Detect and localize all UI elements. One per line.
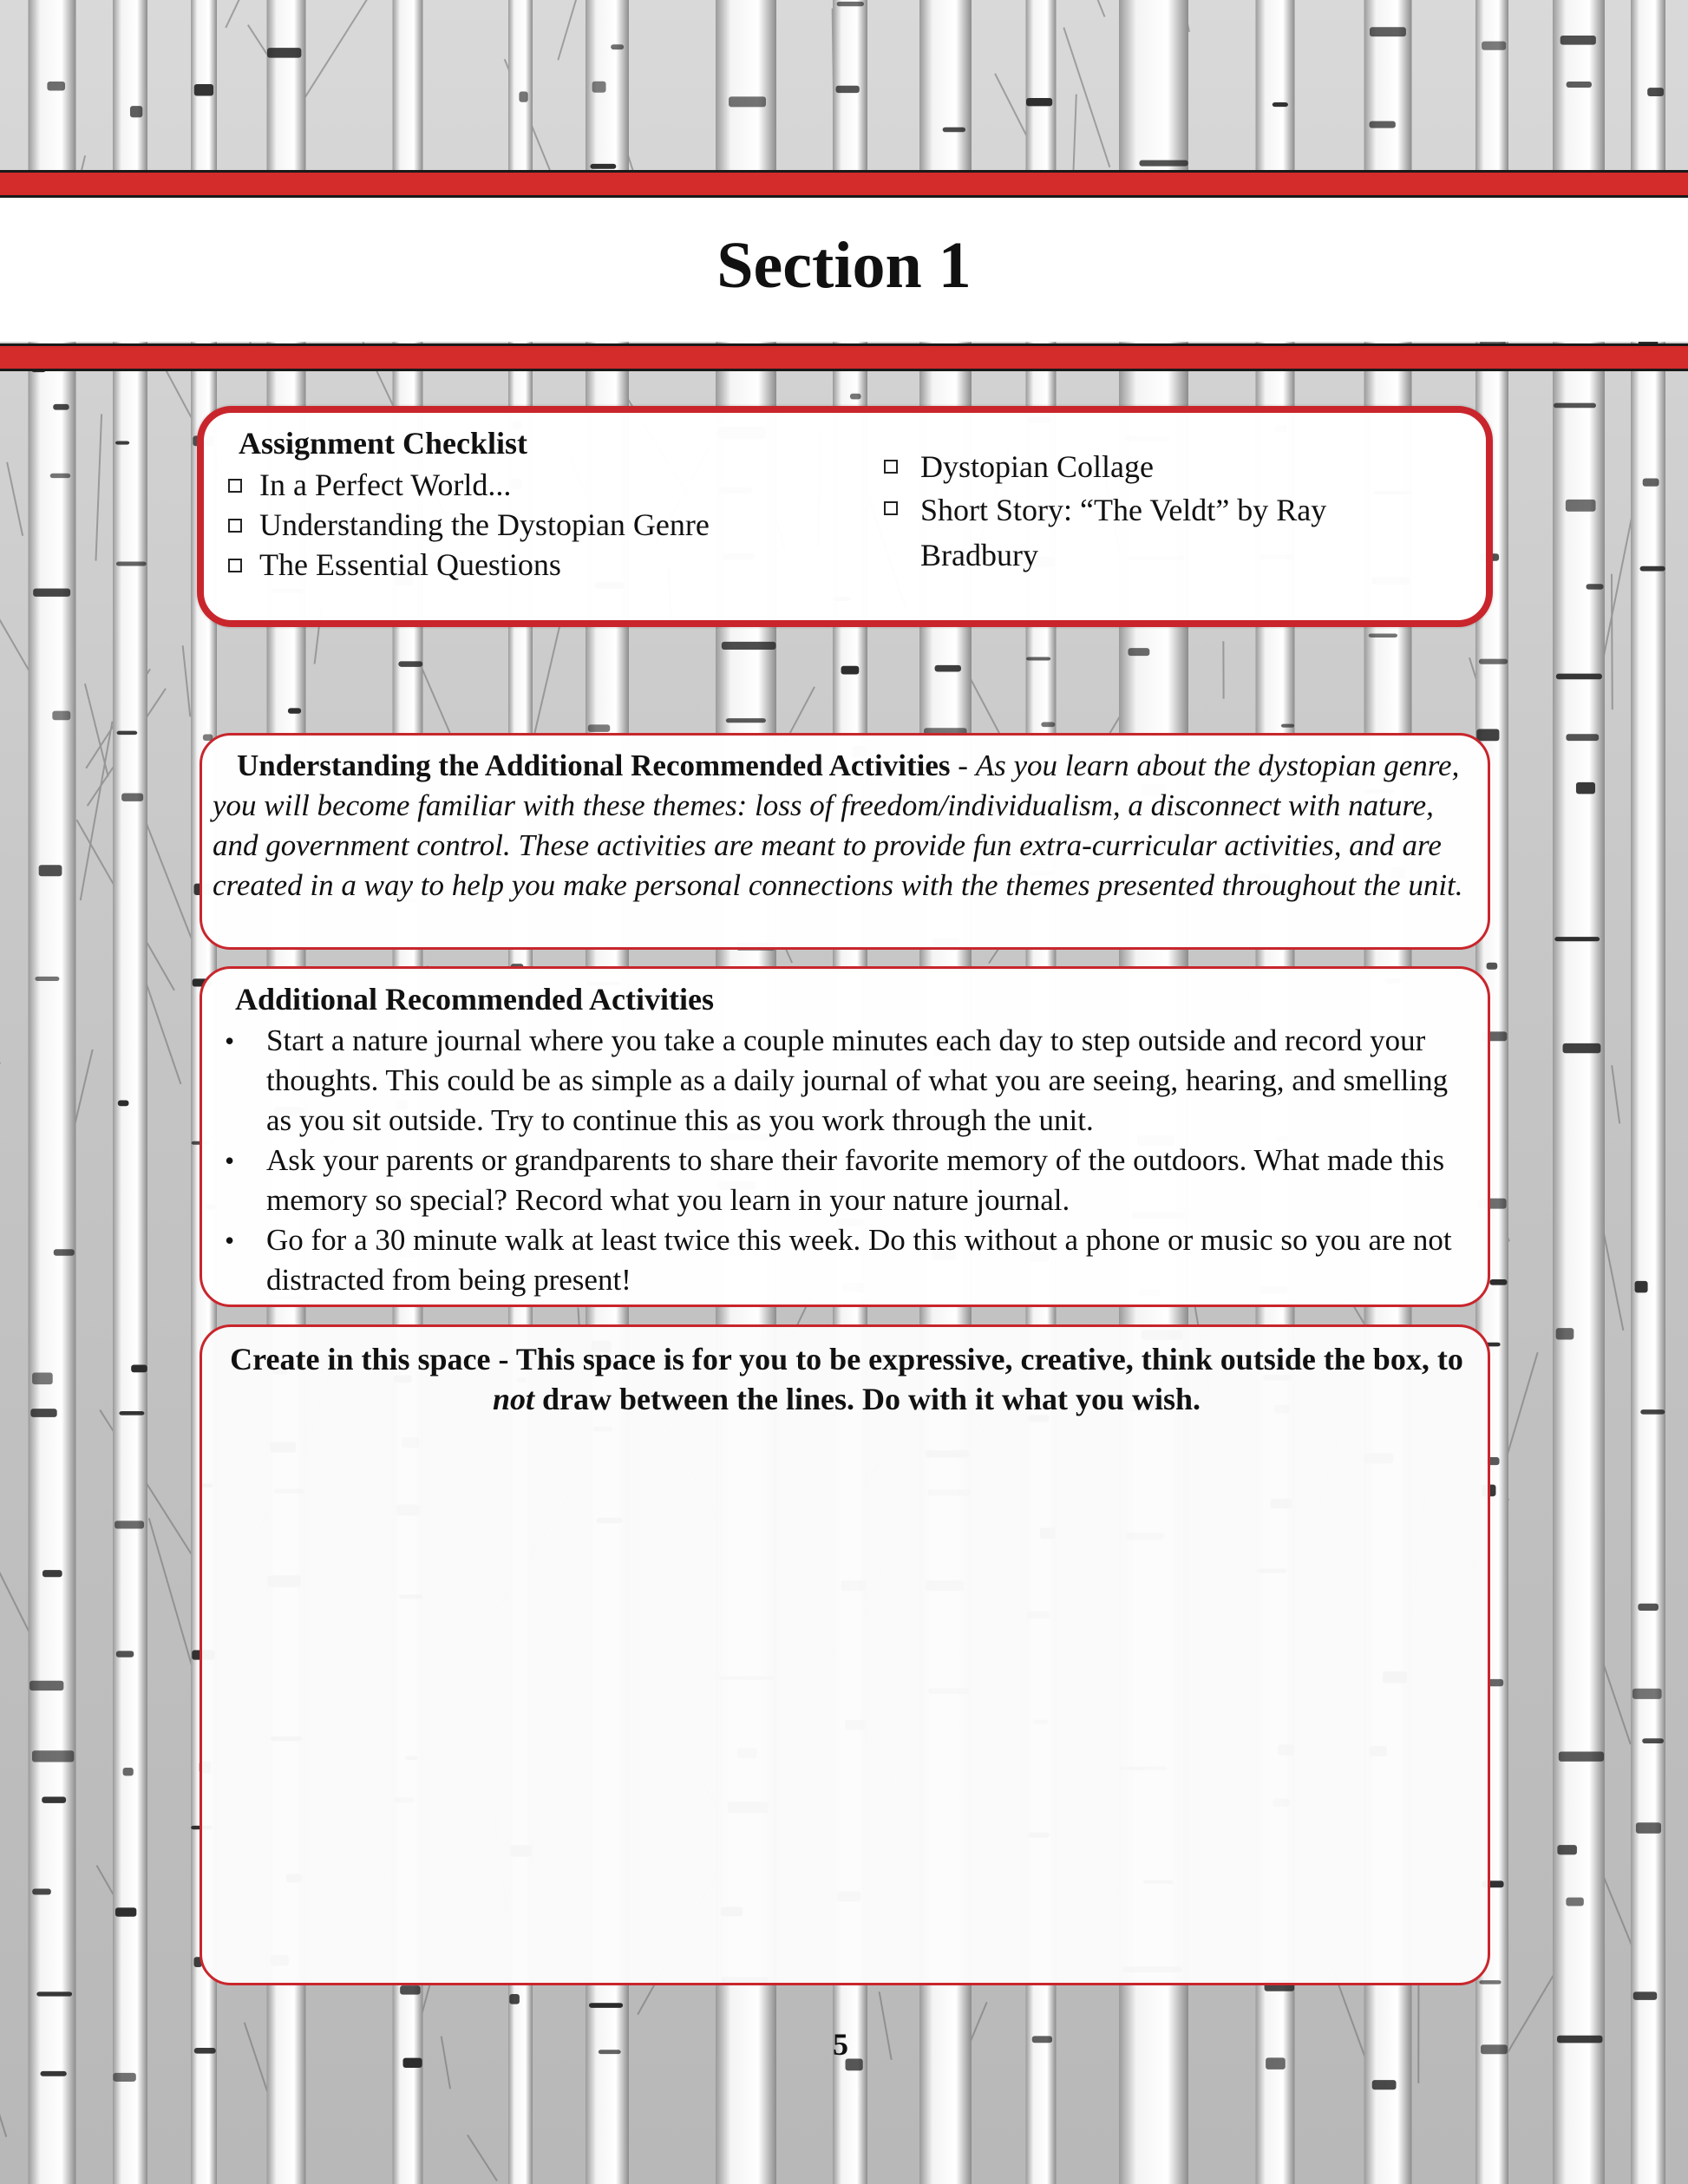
checklist-item xyxy=(221,545,710,585)
checkbox-icon[interactable] xyxy=(228,519,242,533)
section-title: Section 1 xyxy=(716,229,972,302)
create-instructions xyxy=(219,1339,1474,1419)
recommended-activities-box xyxy=(200,966,1490,1307)
understanding-body: As you learn about the dystopian genre, you will become familiar with these themes: loss of freedom/individualism, a disconnect with nature, and government control. These activities are meant to provide fun extra-curricular activities, and are created in a way to help you make personal connections with the themes presented throughout the unit. xyxy=(213,749,1463,902)
create-emphasis: not xyxy=(492,1382,534,1416)
list-item xyxy=(225,1141,1479,1220)
create-space-box[interactable] xyxy=(200,1324,1490,1985)
understanding-activities-box xyxy=(200,733,1490,950)
header-stripe-bottom xyxy=(0,343,1688,371)
list-item xyxy=(225,1021,1479,1141)
checkbox-icon[interactable] xyxy=(228,479,242,493)
checklist-item-label: In a Perfect World... xyxy=(259,468,512,502)
assignment-checklist-box xyxy=(197,406,1493,627)
checkbox-icon[interactable] xyxy=(884,460,898,474)
list-item xyxy=(225,1220,1479,1300)
checklist-title: Assignment Checklist xyxy=(239,426,528,461)
bullet-icon: • xyxy=(225,1225,235,1256)
checklist-left-column xyxy=(221,465,710,585)
checklist-item xyxy=(221,465,710,505)
checkbox-icon[interactable] xyxy=(228,559,242,572)
checklist-item xyxy=(221,505,710,545)
understanding-paragraph xyxy=(213,746,1479,906)
activity-text: Ask your parents or grandparents to share their favorite memory of the outdoors. What made this memory so special? Record what you learn in your nature journal. xyxy=(266,1143,1445,1217)
checkbox-icon[interactable] xyxy=(884,501,898,515)
activities-list xyxy=(225,1021,1479,1300)
checklist-item-label: Dystopian Collage xyxy=(920,449,1154,484)
activity-text: Go for a 30 minute walk at least twice this week. Do this without a phone or music so you are not distracted from being present! xyxy=(266,1223,1452,1297)
heading-separator: - xyxy=(950,749,976,782)
activity-text: Start a nature journal where you take a couple minutes each day to step outside and record your thoughts. This could be as simple as a daily journal of what you are seeing, hearing, and smelling as you sit outside. Try to continue this as you work through the unit. xyxy=(266,1023,1449,1137)
checklist-item-label: The Essential Questions xyxy=(259,547,561,582)
understanding-heading: Understanding the Additional Recommended Activities xyxy=(237,749,951,782)
create-text-end: draw between the lines. Do with it what you wish. xyxy=(534,1382,1201,1416)
activities-title: Additional Recommended Activities xyxy=(235,982,714,1017)
checklist-item-label: Understanding the Dystopian Genre xyxy=(259,507,710,542)
header-stripe-top xyxy=(0,170,1688,198)
bullet-icon: • xyxy=(225,1025,235,1056)
page-number: 5 xyxy=(833,2027,848,2062)
checklist-item-label: Short Story: “The Veldt” by Ray Bradbury xyxy=(920,493,1327,572)
create-text-start: Create in this space - This space is for you to be expressive, creative, think outside the box, to xyxy=(230,1342,1463,1376)
checklist-item xyxy=(877,487,1432,578)
checklist-item xyxy=(877,446,1432,487)
checklist-right-column xyxy=(877,446,1432,578)
bullet-icon: • xyxy=(225,1145,235,1176)
